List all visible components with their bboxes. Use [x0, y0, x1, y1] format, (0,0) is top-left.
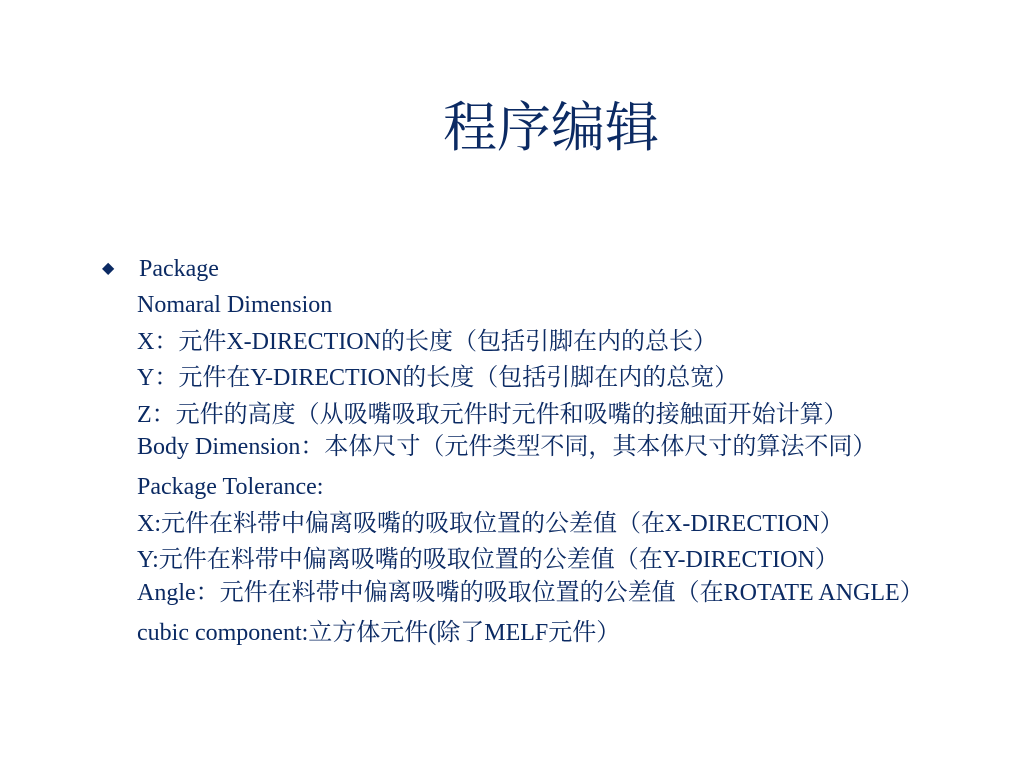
text-line: Nomaral Dimension: [137, 292, 333, 318]
text-line: X:元件在料带中偏离吸嘴的吸取位置的公差值（在X-DIRECTION）: [137, 510, 844, 537]
text-line: Package Tolerance:: [137, 474, 324, 500]
text-line: cubic component:立方体元件(除了MELF元件）: [137, 619, 621, 646]
bullet-item-package: [100, 251, 980, 287]
text-line: X：元件X-DIRECTION的长度（包括引脚在内的总长）: [137, 328, 717, 355]
text-line: Angle：元件在料带中偏离吸嘴的吸取位置的公差值（在ROTATE ANGLE）: [137, 579, 924, 606]
bullet-label: Package: [139, 256, 219, 282]
text-line: Y：元件在Y-DIRECTION的长度（包括引脚在内的总宽）: [137, 365, 739, 391]
text-line: Body Dimension：本体尺寸（元件类型不同，其本体尺寸的算法不同）: [137, 434, 877, 460]
slide-title: 程序编辑: [443, 98, 659, 158]
text-line: Y:元件在料带中偏离吸嘴的吸取位置的公差值（在Y-DIRECTION）: [137, 547, 839, 573]
diamond-bullet-icon: ◆: [102, 260, 115, 277]
text-line: Z：元件的高度（从吸嘴吸取元件时元件和吸嘴的接触面开始计算）: [137, 401, 848, 428]
sub-lines: [100, 287, 980, 651]
slide-content: [100, 251, 980, 651]
